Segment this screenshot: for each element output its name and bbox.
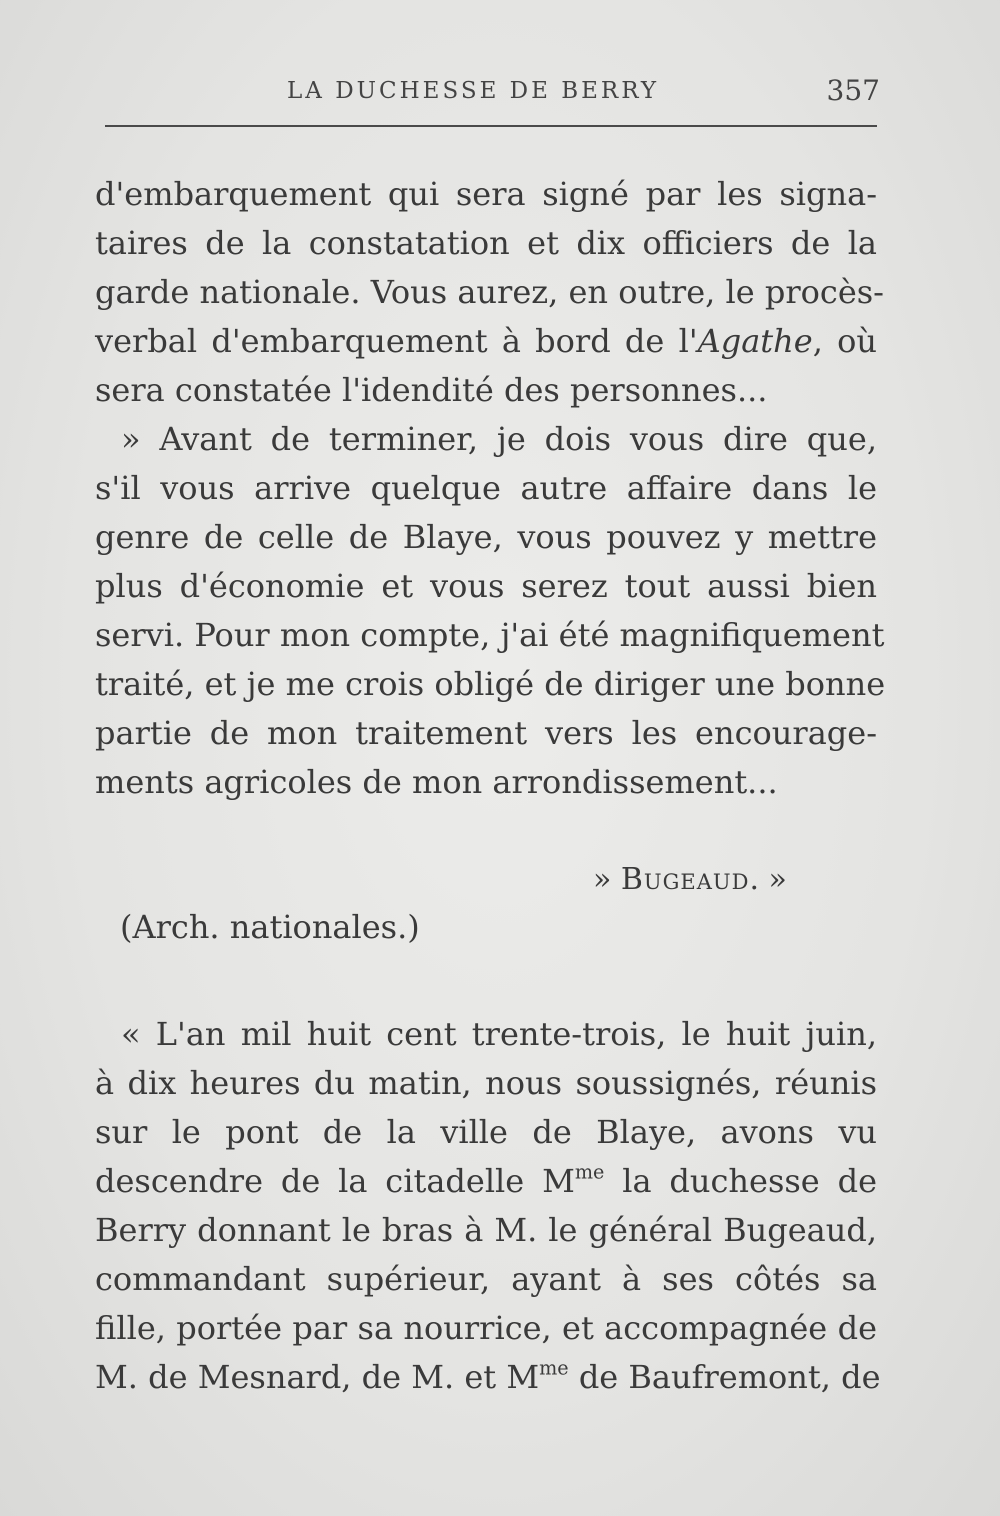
text-line: ments agricoles de mon arrondissement...	[95, 763, 778, 801]
text-line: genre de celle de Blaye, vous pouvez y mettre	[95, 518, 877, 556]
signature-open: »	[593, 862, 621, 897]
line-segment: la duchesse de	[604, 1162, 877, 1200]
text-line: plus d'économie et vous serez tout aussi bien	[95, 567, 877, 605]
text-line: sur le pont de la ville de Blaye, avons vu	[95, 1113, 877, 1151]
page-header	[105, 72, 880, 112]
text-line: à dix heures du matin, nous soussignés, réunis	[95, 1064, 877, 1102]
text-line: fille, portée par sa nourrice, et accompagnée de	[95, 1309, 877, 1347]
letter-text	[95, 170, 886, 807]
text-line: traité, et je me crois obligé de diriger une bonne	[95, 665, 886, 703]
text-line: » Avant de terminer, je dois vous dire que,	[121, 420, 877, 458]
text-line	[95, 1353, 881, 1402]
signature-close: . »	[749, 862, 787, 897]
text-line: s'il vous arrive quelque autre affaire dans le	[95, 469, 877, 507]
superscript-me: me	[539, 1356, 569, 1380]
line-segment: descendre de la citadelle M	[95, 1162, 575, 1200]
text-line: partie de mon traitement vers les encourage-	[95, 714, 877, 752]
page-number: 357	[826, 74, 880, 107]
text-line: « L'an mil huit cent trente-trois, le huit juin,	[121, 1015, 877, 1053]
text-line	[95, 317, 877, 366]
line-segment: verbal d'embarquement à bord de l'	[95, 322, 698, 360]
signature-name: Bugeaud	[620, 862, 750, 897]
text-line: taires de la constatation et dix officiers de la	[95, 224, 877, 262]
line-segment: de Baufremont, de	[568, 1358, 881, 1396]
text-line: commandant supérieur, ayant à ses côtés sa	[95, 1260, 877, 1298]
header-rule	[105, 125, 877, 127]
text-line: sera constatée l'idendité des personnes...	[95, 371, 768, 409]
text-line: garde nationale. Vous aurez, en outre, le procès-	[95, 273, 884, 311]
text-line: d'embarquement qui sera signé par les signa-	[95, 175, 877, 213]
running-title: LA DUCHESSE DE BERRY	[287, 78, 660, 104]
source-citation: (Arch. nationales.)	[120, 908, 420, 946]
text-line: Berry donnant le bras à M. le général Bugeaud,	[95, 1211, 877, 1249]
report-text	[95, 1010, 881, 1402]
signature	[593, 855, 787, 904]
superscript-me: me	[574, 1160, 605, 1184]
text-line	[95, 1157, 877, 1206]
line-segment: , où	[812, 322, 877, 360]
ship-name: Agathe	[697, 322, 813, 360]
line-segment: M. de Mesnard, de M. et M	[95, 1358, 540, 1396]
text-line: servi. Pour mon compte, j'ai été magnifiquement	[95, 616, 885, 654]
